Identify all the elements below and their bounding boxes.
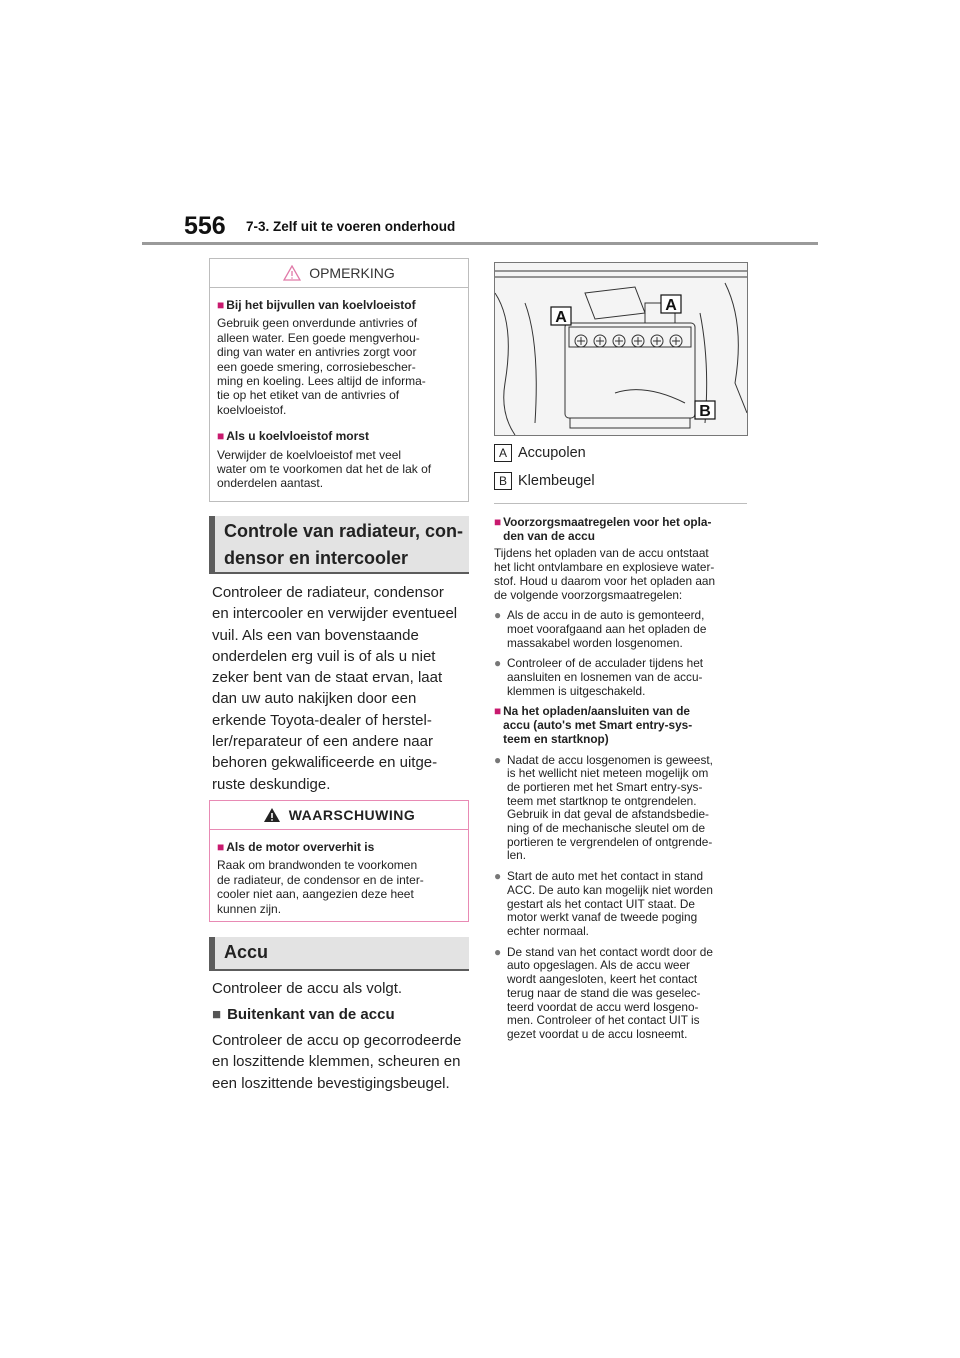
legend-key: B	[494, 472, 512, 490]
bullet-dot-icon: ●	[494, 944, 502, 959]
battery-illustration	[494, 262, 748, 436]
note-section-heading: ■ Als u koelvloeistof morst	[217, 429, 369, 444]
warning-icon	[263, 807, 281, 823]
list-item: ● Controleer of de acculader tijdens het aansluiten en losnemen van de accu- klemmen is uitgeschakeld.	[494, 656, 704, 698]
radiator-text: Controleer de radiateur, condensor en intercooler en verwijder eventueel vuil. Als een van bovenstaande onderdelen erg vuil is of als u niet zeker bent van de staat ervan, laat dan uw auto nakijken door een erkende Toyota-dealer of herstel- ler/reparateur of een andere naar behoren gekwalificeerde en uitge- ruste deskundige.	[212, 584, 458, 793]
square-bullet-icon: ■	[494, 704, 502, 719]
radiator-heading: Controle van radiateur, con- densor en intercooler	[209, 516, 469, 574]
warning-text: Raak om brandwonden te voorkomen de radiateur, de condensor en de inter- cooler niet aan, aangezien deze heet kunnen zijn.	[217, 858, 424, 916]
legend-text: Accupolen	[518, 445, 586, 461]
accu-intro: Controleer de accu als volgt.	[212, 980, 403, 997]
bullet-dot-icon: ●	[494, 608, 502, 623]
note-header	[210, 259, 468, 288]
accu-heading: Accu	[209, 937, 469, 971]
charging-intro: Tijdens het opladen van de accu ontstaat het licht ontvlambare en explosieve water- stof. Houd u daarom voor het opladen aan de volgende voorzorgsmaatregelen:	[494, 546, 716, 602]
accu-outer-text: Controleer de accu op gecorrodeerde en loszittende klemmen, scheuren en een loszittende bevestigingsbeugel.	[212, 1032, 462, 1092]
label-b: B	[699, 403, 711, 420]
after-charging-heading: ■ Na het opladen/aansluiten van de accu (auto's met Smart entry-sys- teem en startknop)	[494, 704, 693, 746]
list-item: ● Als de accu in de auto is gemonteerd, moet voorafgaand aan het opladen de massakabel worden losgenomen.	[494, 608, 707, 650]
square-bullet-icon: ■	[217, 429, 225, 444]
list-item: ● De stand van het contact wordt door de auto opgeslagen. Als de accu weer wordt aangesloten, keert het contact terug naar de stand die was geselec- teerd voordat de accu werd losgeno- men. Controleer of het contact UIT is gezet voordat u de accu losneemt.	[494, 944, 713, 1041]
bullet-dot-icon: ●	[494, 752, 502, 767]
caution-icon	[283, 265, 301, 281]
legend-text: Klembeugel	[518, 473, 595, 489]
engine-bay-drawing	[495, 263, 747, 435]
square-bullet-icon: ■	[217, 840, 225, 854]
header-divider	[142, 242, 818, 245]
legend-item-accupolen	[494, 444, 586, 462]
note-title: OPMERKING	[309, 265, 395, 281]
note-section-text: Gebruik geen onverdunde antivries of alleen water. Een goede mengverhou- ding van water en antivries zorgt voor een goede smering, corrosiebescher- ming en koeling. Lees altijd de informa- tie op het etiket van de antivries of koelvloeistof.	[217, 316, 426, 417]
divider	[494, 503, 747, 504]
charging-heading: ■ Voorzorgsmaatregelen voor het opla- den van de accu	[494, 515, 712, 543]
square-bullet-icon: ■	[217, 298, 225, 312]
warning-section-heading: ■ Als de motor oververhit is	[217, 840, 375, 854]
label-a-right: A	[665, 297, 677, 314]
legend-key: A	[494, 444, 512, 462]
accu-sub-heading: ■ Buitenkant van de accu	[212, 1006, 395, 1023]
charging-section	[494, 516, 750, 1042]
page-number: 556	[184, 212, 226, 240]
warning-title: WAARSCHUWING	[288, 807, 416, 823]
label-a-left: A	[555, 309, 567, 326]
warning-header	[210, 801, 468, 830]
list-item: ● Nadat de accu losgenomen is geweest, is het wellicht niet meteen mogelijk om de portieren met het Smart entry-sys- teem met startknop te ontgrendelen. Gebruik in dat geval de afstandsbedie- ning of de mechanische sleutel om de portieren te vergrendelen of ontgrende- len.	[494, 752, 713, 863]
bullet-dot-icon: ●	[494, 869, 502, 884]
square-bullet-icon: ■	[212, 1006, 222, 1023]
square-bullet-icon: ■	[494, 515, 502, 529]
note-section-text: Verwijder de koelvloeistof met veel water om te voorkomen dat het de lak of onderdelen aantast.	[217, 447, 432, 491]
section-title: 7-3. Zelf uit te voeren onderhoud	[246, 219, 456, 234]
note-section-heading: ■ Bij het bijvullen van koelvloeistof	[217, 298, 416, 312]
warning-box	[209, 800, 469, 922]
note-box	[209, 258, 469, 502]
legend-item-klembeugel	[494, 472, 595, 490]
bullet-dot-icon: ●	[494, 656, 502, 671]
list-item: ● Start de auto met het contact in stand ACC. De auto kan mogelijk niet worden gestart als het contact UIT staat. De motor werkt vanaf de tweede poging echter normaal.	[494, 869, 713, 938]
